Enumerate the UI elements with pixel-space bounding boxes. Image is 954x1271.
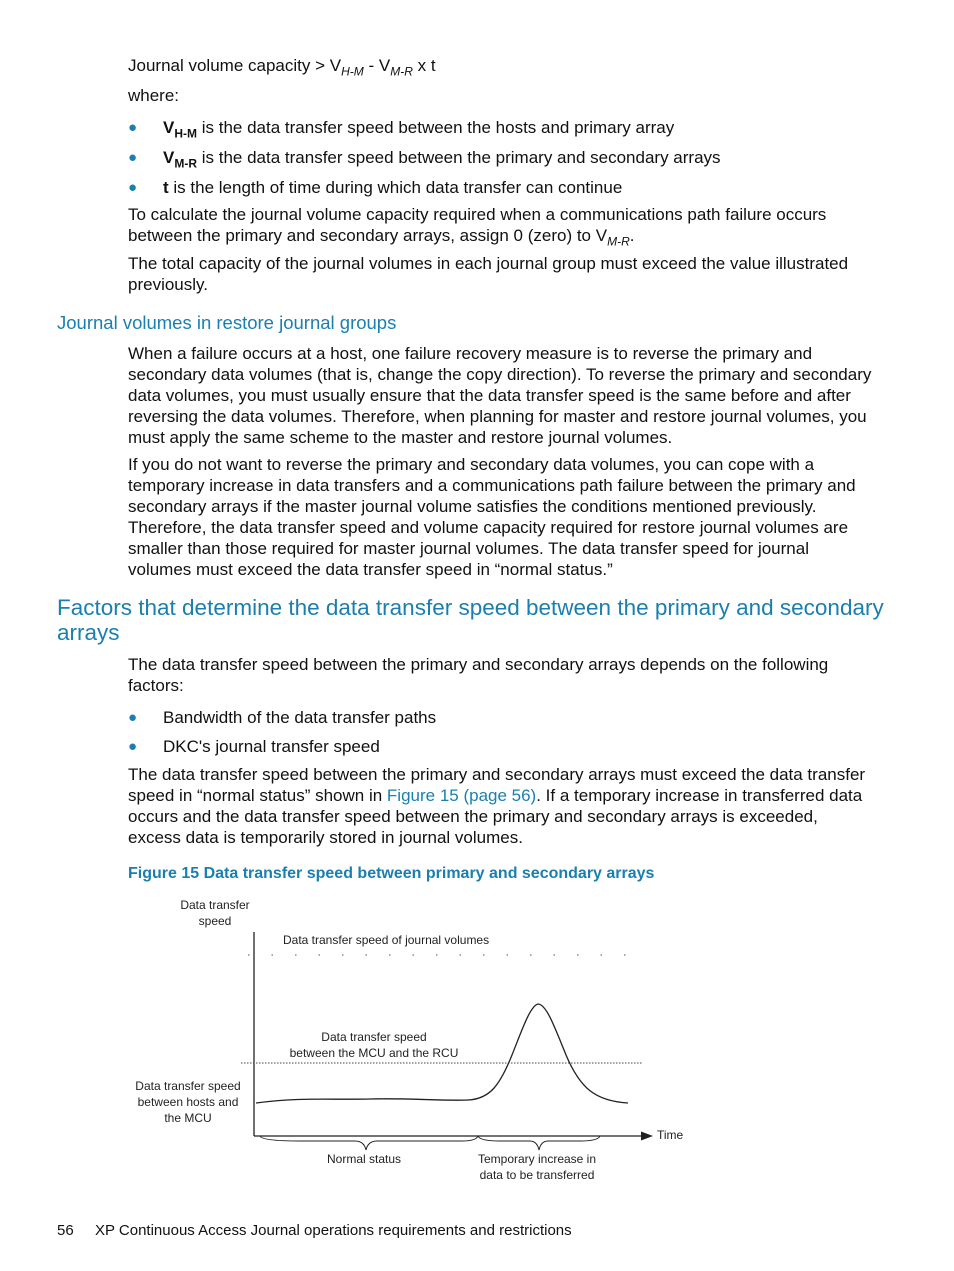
def-symbol: V	[163, 148, 175, 167]
bullet-dot-icon: ●	[128, 738, 138, 755]
formula-tail: x t	[412, 56, 436, 75]
formula-sub-hm: H-M	[341, 64, 364, 79]
def-text: is the data transfer speed between the primary and secondary arrays	[201, 148, 721, 167]
formula-mid: - V	[363, 56, 391, 75]
def-symbol: V	[163, 118, 175, 137]
temporary-increase-label: data to be transferred	[479, 1168, 595, 1182]
hosts-mcu-label: Data transfer speed	[135, 1079, 241, 1093]
formula-sub-mr: M-R	[390, 64, 413, 79]
def-subscript: M-R	[174, 156, 198, 171]
paragraph: The data transfer speed between the primary and secondary arrays depends on the following factors:	[128, 655, 829, 695]
paragraph: The data transfer speed between the primary and secondary arrays must exceed the data transfer speed in “normal status” shown in Figure 15 (page 56). If a temporary increase in transferred data occurs and the data transfer speed between the primary and secondary arrays is exceeded, excess data is temporarily stored in journal volumes.	[128, 765, 866, 847]
bullet-dot-icon: ●	[128, 709, 138, 726]
def-symbol: t	[163, 178, 169, 197]
bullet-dot-icon: ●	[128, 179, 138, 196]
paragraph: When a failure occurs at a host, one failure recovery measure is to reverse the primary and secondary data volumes (that is, change the copy direction). To reverse the primary and secondary data volumes, you must usually ensure that the data transfer speed is the same before and after reversing the data volumes. Therefore, when planning for master and restore journal volumes, you must apply the same scheme to the master and restore journal volumes.	[128, 344, 872, 447]
section-heading-restore-journal: Journal volumes in restore journal groups	[57, 312, 397, 333]
section-heading-factors: Factors that determine the data transfer speed between the primary and secondary arrays	[57, 595, 884, 645]
paragraph-calc: To calculate the journal volume capacity required when a communications path failure occurs between the primary and secondary arrays, assign 0 (zero) to $V_{M-R}$.	[128, 205, 827, 249]
where-label: where:	[128, 86, 180, 105]
y-axis-label: Data transfer	[180, 898, 250, 912]
temporary-increase-brace	[478, 1136, 600, 1150]
journal-line-label: Data transfer speed of journal volumes	[283, 933, 490, 947]
paragraph-total: The total capacity of the journal volumes in each journal group must exceed the value illustrated previously.	[128, 254, 849, 294]
y-axis-label: speed	[198, 914, 232, 928]
hosts-mcu-label: the MCU	[164, 1111, 212, 1125]
def-text: is the data transfer speed between the hosts and primary array	[201, 118, 675, 137]
formula-lhs: Journal volume capacity > V	[128, 56, 342, 75]
def-subscript: H-M	[174, 126, 198, 141]
bullet-dot-icon: ●	[128, 149, 138, 166]
hosts-mcu-label: between hosts and	[137, 1095, 239, 1109]
page-number: 56	[57, 1222, 74, 1239]
x-axis-arrow-icon	[641, 1132, 653, 1141]
def-text: is the length of time during which data transfer can continue	[173, 178, 623, 197]
normal-status-brace	[260, 1136, 478, 1150]
temporary-increase-label: Temporary increase in	[477, 1152, 597, 1166]
mcu-rcu-label: between the MCU and the RCU	[289, 1046, 459, 1060]
list-item-text: DKC's journal transfer speed	[163, 737, 380, 756]
bullet-dot-icon: ●	[128, 119, 138, 136]
footer-title: XP Continuous Access Journal operations requirements and restrictions	[95, 1222, 572, 1239]
list-item-text: Bandwidth of the data transfer paths	[163, 708, 437, 727]
figure-caption: Figure 15 Data transfer speed between primary and secondary arrays	[128, 865, 655, 882]
normal-status-label: Normal status	[326, 1152, 402, 1166]
figure-link[interactable]: Figure 15 (page 56)	[386, 786, 537, 805]
x-axis-label: Time	[657, 1128, 684, 1142]
mcu-rcu-label: Data transfer speed	[321, 1030, 427, 1044]
paragraph: If you do not want to reverse the primary and secondary data volumes, you can cope with a temporary increase in data transfers and a communications path failure between the primary and secondary arrays if the master journal volume satisfies the conditions mentioned previously. Therefore, the data transfer speed and volume capacity required for restore journal volumes are smaller than those required for master journal volumes. The data transfer speed for journal volumes must exceed the data transfer speed in “normal status.”	[128, 455, 856, 579]
